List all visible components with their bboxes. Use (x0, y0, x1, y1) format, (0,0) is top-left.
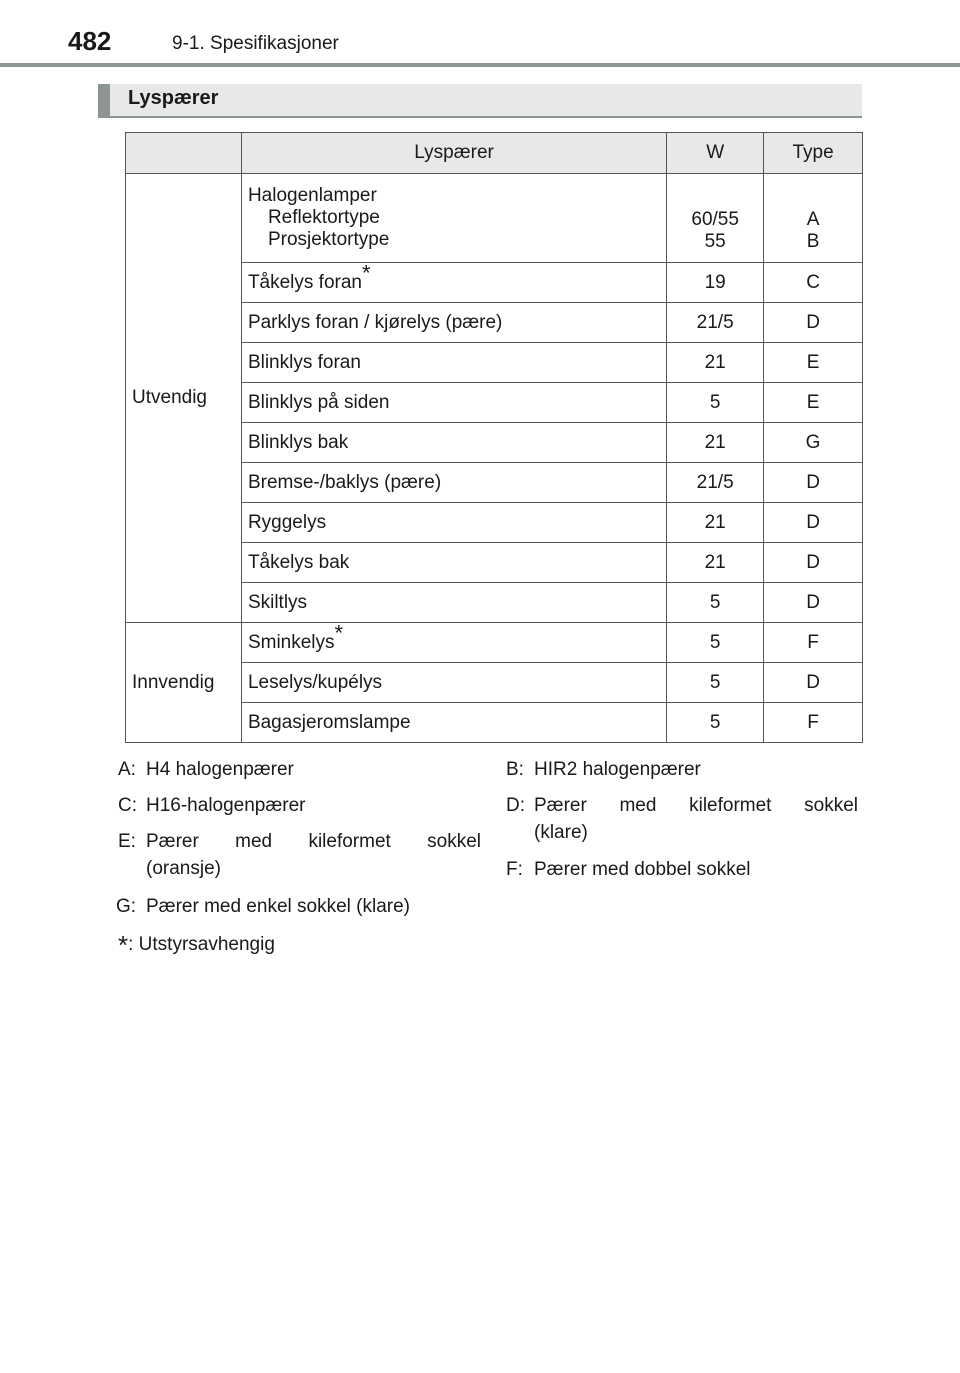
bulb-name: Bagasjeromslampe (241, 703, 666, 743)
bulb-watt: 21/5 (667, 303, 764, 343)
column-header-watt: W (667, 133, 764, 174)
bulb-watt: 5 (667, 663, 764, 703)
footnote-star: * (118, 930, 129, 960)
bulb-name: Tåkelys bak (241, 543, 666, 583)
bulb-watt-value: 55 (704, 231, 726, 252)
column-header-bulb: Lyspærer (241, 133, 666, 174)
section-bar (98, 84, 862, 118)
bulb-name: Leselys/kupélys (241, 663, 666, 703)
bulb-type (764, 174, 863, 263)
bulb-type: E (764, 343, 863, 383)
bulb-watt: 21 (667, 503, 764, 543)
legend-key: B: (506, 759, 524, 780)
bulb-watt: 21 (667, 543, 764, 583)
legend-item-a (118, 756, 488, 784)
legend-text: Pærer med enkel sokkel (klare) (146, 896, 410, 917)
legend-item-b (506, 756, 862, 784)
bulb-type: D (764, 503, 863, 543)
table-row (126, 623, 863, 663)
header-rule (0, 63, 960, 67)
bulb-name: Ryggelys (241, 503, 666, 543)
legend-text: H4 halogenpærer (146, 759, 294, 780)
bulb-watt: 21/5 (667, 463, 764, 503)
bulb-name: Bremse-/baklys (pære) (241, 463, 666, 503)
legend-item-e (118, 828, 482, 884)
legend-text: Pærer med kileformet sokkel (146, 831, 481, 852)
table-row (126, 174, 863, 263)
column-header-group (126, 133, 242, 174)
page-number: 482 (68, 26, 112, 56)
bulb-watt: 21 (667, 343, 764, 383)
bulb-watt-value: 60/55 (691, 209, 739, 230)
bulb-type: D (764, 463, 863, 503)
legend-text-continued: (oransje) (146, 858, 221, 879)
legend-key: E: (118, 831, 136, 852)
bulb-table (125, 132, 863, 743)
legend-key: F: (506, 859, 523, 880)
bulb-type: D (764, 583, 863, 623)
column-header-type: Type (764, 133, 863, 174)
bulb-type-value: B (806, 231, 820, 252)
legend-item-c (118, 792, 488, 820)
bulb-name: Blinklys foran (241, 343, 666, 383)
legend-text: HIR2 halogenpærer (534, 759, 701, 780)
bulb-type: F (764, 703, 863, 743)
bulb-name (241, 174, 666, 263)
bulb-name (241, 620, 666, 663)
bulb-subtype: Prosjektortype (267, 229, 390, 250)
bulb-watt (667, 174, 764, 263)
bulb-watt: 5 (667, 583, 764, 623)
bulb-name-text: Tåkelys foran (247, 271, 362, 293)
footnote (118, 926, 275, 960)
bulb-name: Parklys foran / kjørelys (pære) (241, 303, 666, 343)
bulb-watt: 5 (667, 703, 764, 743)
bulb-watt: 19 (667, 263, 764, 303)
group-exterior: Utvendig (126, 174, 242, 623)
legend-text-continued: (klare) (534, 822, 588, 843)
bulb-watt: 5 (667, 623, 764, 663)
bulb-type: E (764, 383, 863, 423)
bulb-name: Blinklys bak (241, 423, 666, 463)
legend-key: C: (118, 795, 137, 816)
footnote-marker: * (361, 260, 371, 286)
bulb-name-main: Halogenlamper (247, 185, 377, 206)
legend-key: G: (116, 896, 137, 917)
table-header-row (126, 133, 863, 174)
bulb-subtype: Reflektortype (267, 207, 380, 228)
bulb-name (241, 260, 666, 303)
legend-text: Pærer med dobbel sokkel (534, 859, 751, 880)
bulb-watt: 5 (667, 383, 764, 423)
legend-key: D: (506, 795, 525, 816)
bulb-type: G (764, 423, 863, 463)
legend-key: A: (118, 759, 136, 780)
legend-text: H16-halogenpærer (146, 795, 306, 816)
bulb-type-value: A (806, 209, 820, 230)
chapter-title: 9-1. Spesifikasjoner (172, 33, 339, 54)
group-interior: Innvendig (126, 623, 242, 743)
footnote-marker: * (334, 620, 344, 646)
bulb-name: Blinklys på siden (241, 383, 666, 423)
bulb-name: Skiltlys (241, 583, 666, 623)
bulb-type: D (764, 543, 863, 583)
section-title: Lyspærer (128, 87, 219, 109)
legend-item-f (506, 856, 862, 884)
legend-item-g (116, 893, 496, 921)
bulb-watt: 21 (667, 423, 764, 463)
bulb-type: F (764, 623, 863, 663)
footnote-text: : Utstyrsavhengig (128, 934, 275, 955)
bulb-name-text: Sminkelys (247, 631, 335, 653)
bulb-type: C (764, 263, 863, 303)
bulb-type: D (764, 663, 863, 703)
bulb-type: D (764, 303, 863, 343)
legend-text: Pærer med kileformet sokkel (534, 795, 858, 816)
legend-item-d (506, 792, 858, 848)
